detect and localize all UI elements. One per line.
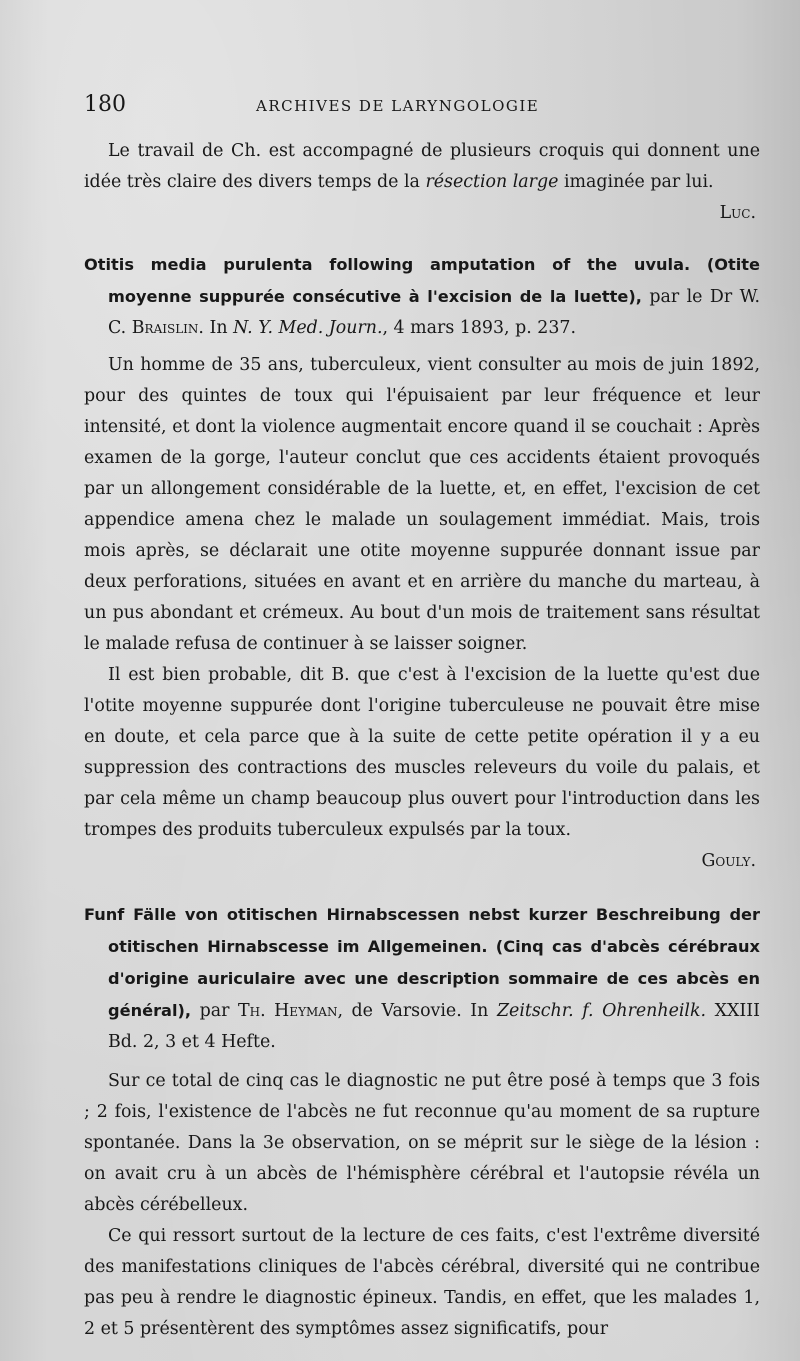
intro-text-2: imaginée par lui. [558, 172, 714, 192]
page-number: 180 [84, 92, 126, 117]
article2-paragraph-1: Sur ce total de cinq cas le diagnostic ne put être posé à temps que 3 fois ; 2 fois, l'existence de l'abcès ne fut reconnue qu'au moment de sa rupture spontanée. Dans la 3e observation, on se méprit sur le siège de la lésion : on avait cru à un abcès de l'hémisphère cérébral et l'autopsie révéla un abcès cérébelleux. [84, 1071, 760, 1215]
article1-heading [84, 249, 760, 344]
article2-author: Th. Heyman [238, 1001, 338, 1021]
article1-paragraph-1: Un homme de 35 ans, tuberculeux, vient consulter au mois de juin 1892, pour des quintes de toux qui l'épuisaient par leur fréquence et leur intensité, et dont la violence augmentait encore quand il se couchait : Après examen de la gorge, l'auteur conclut que ces accidents étaient provoqués par un allongement considérable de la luette, et, en effet, l'excision de cet appendice amena chez le malade un soulagement immédiat. Mais, trois mois après, se déclarait une otite moyenne suppurée donnant issue par deux perforations, situées en avant et en arrière du manche du marteau, à un pus abondant et crémeux. Au bout d'un mois de traitement sans résultat le malade refusa de continuer à se laisser soigner. [84, 355, 760, 654]
intro-paragraph [84, 136, 760, 198]
article2-title: Funf Fälle von otitischen Hirnabscessen nebst kurzer Beschreibung der otitischen Hirnabscesse im Allgemeinen. (Cinq cas d'abcès cérébraux d'origine auriculaire avec une description sommaire de ces abcès en général), [84, 905, 760, 1020]
signature-gouly: Gouly. [701, 851, 756, 871]
article2-ref: XXIII Bd. 2, 3 et 4 Hefte. [108, 1001, 760, 1052]
article2-place: , de Varsovie. In [337, 1001, 497, 1021]
intro-italic: résection large [425, 172, 559, 192]
running-head [84, 92, 760, 122]
article1-author: Braislin [131, 318, 199, 338]
intro-text-1: Le travail de Ch. est accompagné de plusieurs croquis qui donnent une idée très claire des divers temps de la [84, 141, 760, 192]
running-title: ARCHIVES DE LARYNGOLOGIE [256, 97, 540, 115]
article1-title: Otitis media purulenta following amputation of the uvula. (Otite moyenne suppurée consécutive à l'excision de la luette), [84, 255, 760, 306]
article2-paragraph-2: Ce qui ressort surtout de la lecture de ces faits, c'est l'extrême diversité des manifestations cliniques de l'abcès cérébral, diversité qui ne contribue pas peu à rendre le diagnostic épineux. Tandis, en effet, que les malades 1, 2 et 5 présentèrent des symptômes assez significatifs, pour [84, 1226, 760, 1339]
article1-by: par le [641, 287, 710, 307]
article2-journal: Zeitschr. f. Ohrenheilk. [496, 1001, 707, 1021]
article1-in: . In [198, 318, 234, 338]
article2-heading [84, 899, 760, 1058]
article1-ref: , 4 mars 1893, p. 237. [382, 318, 576, 338]
article1-journal: N. Y. Med. Journ. [233, 318, 383, 338]
article2-by: par [191, 1001, 238, 1021]
article1-author-prefix: Dr W. C. [108, 287, 760, 338]
signature-luc: Luc. [719, 203, 756, 223]
article1-paragraph-2: Il est bien probable, dit B. que c'est à l'excision de la luette qu'est due l'otite moyenne suppurée dont l'origine tuberculeuse ne pouvait être mise en doute, et cela parce que à la suite de cette petite opération il y a eu suppression des contractions des muscles releveurs du voile du palais, et par cela même un champ beaucoup plus ouvert pour l'introduction dans les trompes des produits tuberculeux expulsés par la toux. [84, 665, 760, 840]
